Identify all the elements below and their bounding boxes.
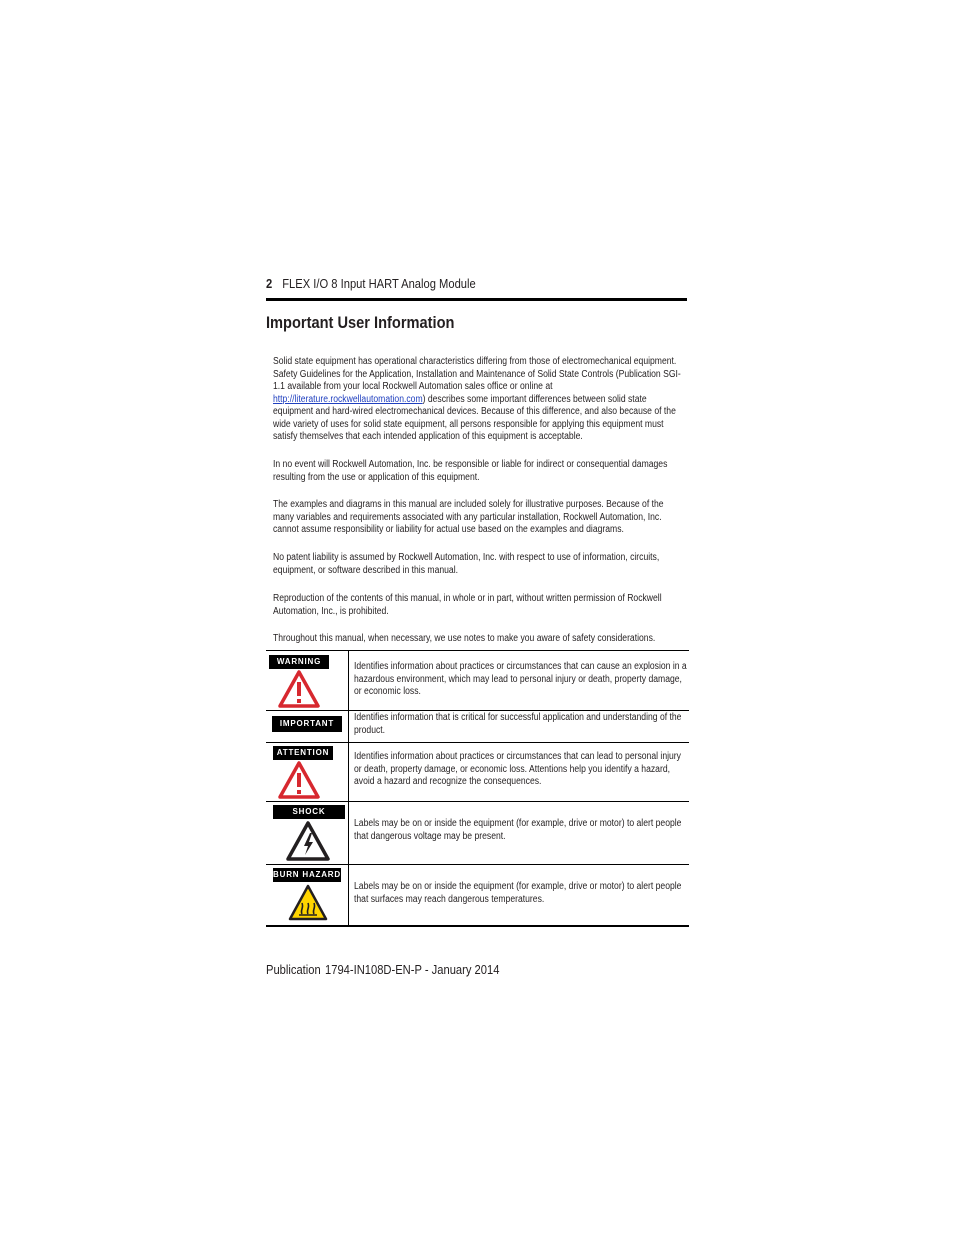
literature-link[interactable]: http://literature.rockwellautomation.com [273, 393, 423, 405]
paragraph-notes-intro [273, 633, 684, 646]
note-text: Identifies information about practices or circumstances that can cause an explosion in a hazardous environment, which may lead to personal injury or death, property damage, or economic loss. [354, 661, 687, 697]
header-rule [266, 298, 687, 301]
warning-badge: WARNING [269, 655, 329, 669]
paragraph-patent [273, 552, 684, 577]
note-row-attention [266, 743, 689, 802]
paragraph-text: In no event will Rockwell Automation, Inc. be responsible or liable for indirect or consequential damages resulting from the use or application of this equipment. [273, 459, 668, 483]
paragraph-solid-state [273, 356, 684, 444]
note-row-shock-hazard [266, 802, 689, 865]
warning-triangle-icon [278, 670, 320, 708]
note-icon-cell [266, 865, 349, 925]
note-text: Labels may be on or inside the equipment (for example, drive or motor) to alert people that surfaces may reach dangerous temperatures. [354, 881, 682, 905]
paragraph-text: Reproduction of the contents of this manual, in whole or in part, without written permission of Rockwell Automation, Inc., is prohibited. [273, 593, 662, 617]
safety-notes-table [266, 650, 689, 927]
paragraph-examples [273, 499, 684, 537]
running-title: FLEX I/O 8 Input HART Analog Module [282, 276, 476, 291]
paragraph-text: No patent liability is assumed by Rockwell Automation, Inc. with respect to use of information, circuits, equipment, or software described in this manual. [273, 552, 660, 576]
note-text: Identifies information that is critical for successful application and understanding of the product. [354, 712, 682, 736]
page-number: 2 [266, 276, 273, 291]
note-icon-cell [266, 711, 349, 742]
attention-triangle-icon [278, 761, 320, 799]
burn-hazard-icon [288, 884, 328, 921]
paragraph-text: Solid state equipment has operational characteristics differing from those of electromechanical equipment. Safety Guidelines for the Application, Installation and Maintenance of Solid State Controls (Publication SGI-1.1 available from your local Rockwell Automation sales office or online at [273, 356, 681, 392]
shock-hazard-badge: SHOCK HAZARD [273, 805, 345, 819]
note-row-warning [266, 651, 689, 711]
paragraph-text: ) describes some important differences between solid state equipment and hard-wired electromechanical devices. Because of this difference, and also because of the wide variety of uses for solid state equipment, all persons responsible for applying this equipment must satisfy themselves that each intended application of this equipment is acceptable. [273, 393, 676, 442]
burn-hazard-badge: BURN HAZARD [273, 868, 341, 882]
page-title: Important User Information [266, 313, 455, 332]
note-icon-cell [266, 743, 349, 801]
paragraph-text: Throughout this manual, when necessary, we use notes to make you aware of safety considerations. [273, 633, 656, 644]
paragraph-liability [273, 459, 684, 484]
publication-id: 1794-IN108D-EN-P - January 2014 [325, 962, 500, 977]
paragraph-text: The examples and diagrams in this manual are included solely for illustrative purposes. Because of the many variables and requirements associated with any particular installation, Rockwell Automation, Inc. cannot assume responsibility or liability for actual use based on the examples and diagrams. [273, 499, 664, 535]
shock-hazard-icon [286, 821, 330, 861]
note-row-important [266, 711, 689, 743]
note-icon-cell [266, 651, 349, 710]
publication-label: Publication [266, 962, 321, 977]
attention-badge: ATTENTION [273, 746, 333, 760]
important-badge: IMPORTANT [272, 716, 342, 732]
note-text: Labels may be on or inside the equipment (for example, drive or motor) to alert people that dangerous voltage may be present. [354, 818, 682, 842]
paragraph-reproduction [273, 593, 684, 618]
note-row-burn-hazard [266, 865, 689, 925]
note-icon-cell [266, 802, 349, 864]
publication-footer [266, 962, 499, 978]
note-text: Identifies information about practices or circumstances that can lead to personal injury or death, property damage, or economic loss. Attentions help you identify a hazard, avoid a hazard and recognize the consequences. [354, 751, 681, 787]
running-header [266, 276, 476, 292]
